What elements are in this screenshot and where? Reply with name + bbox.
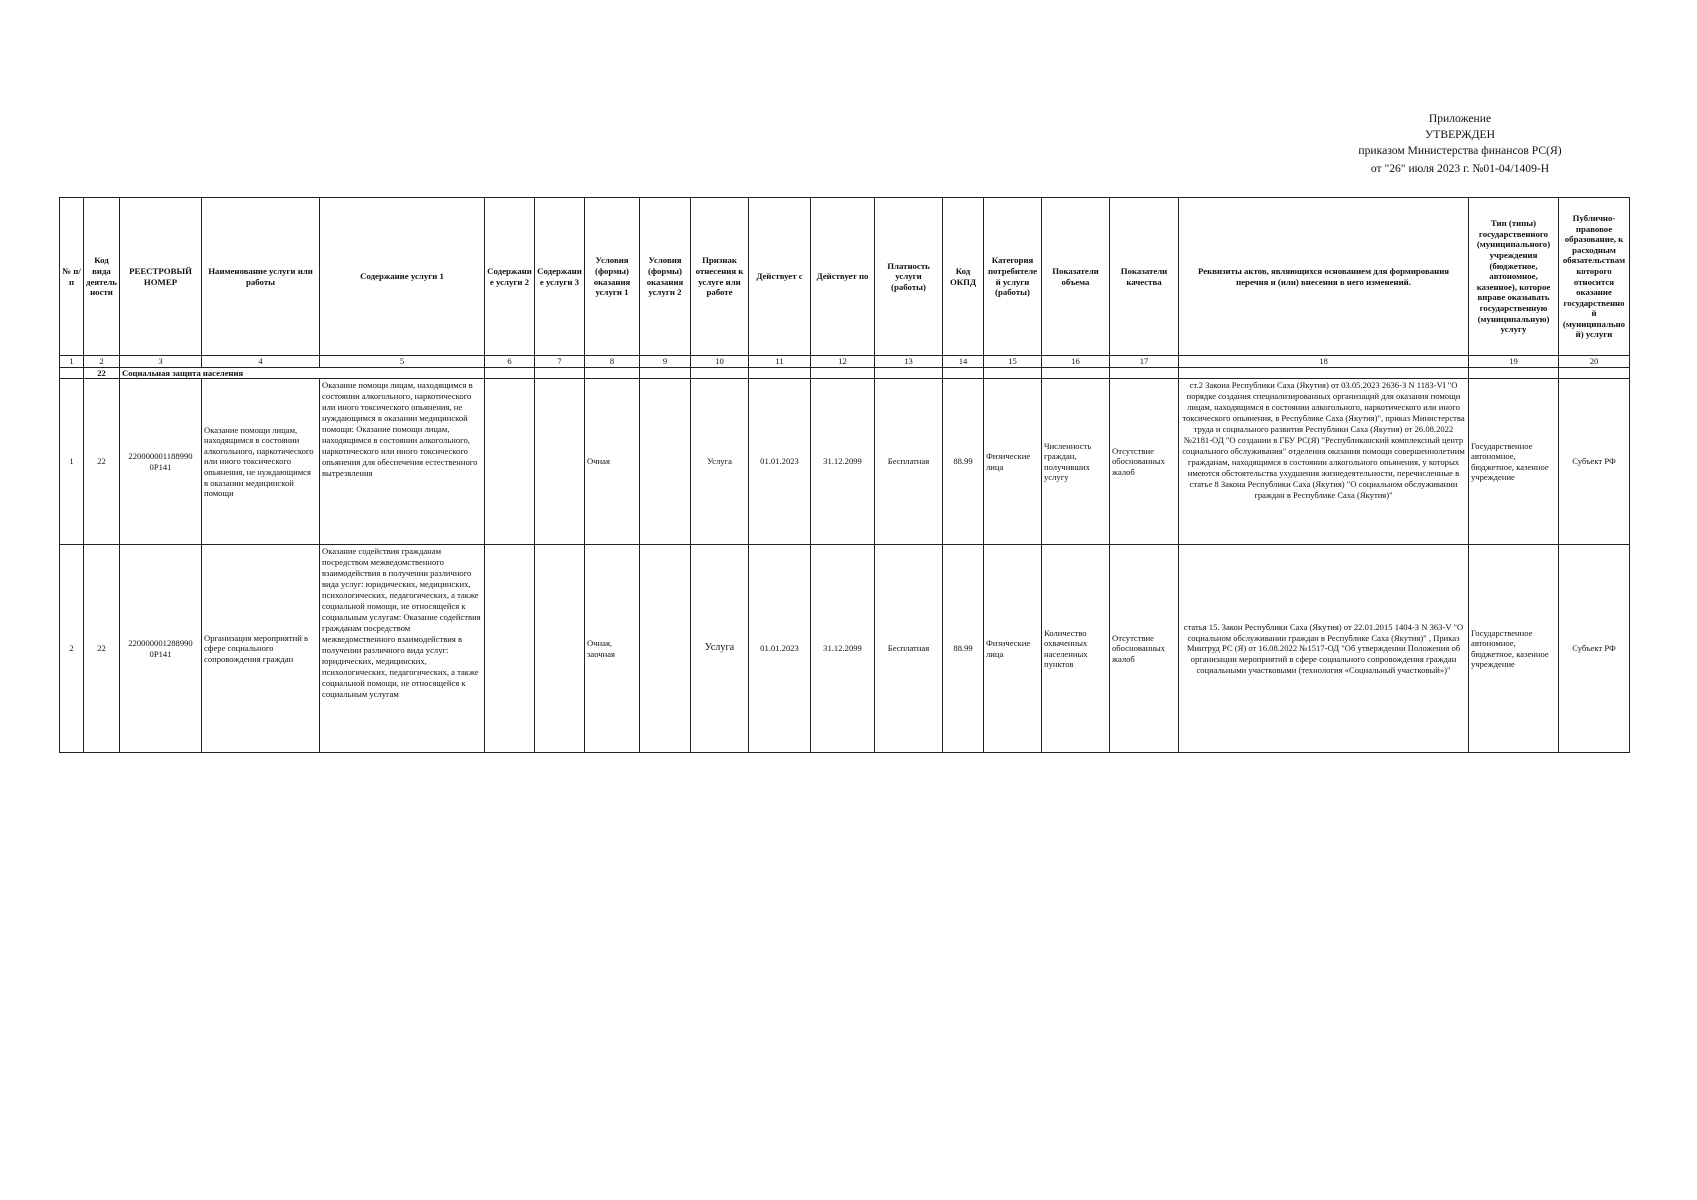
institution-type: Государственное автономное, бюджетное, казенное учреждение <box>1469 379 1559 545</box>
service-content-1: Оказание содействия гражданам посредством межведомственного взаимодействия в получении различного вида услуг: юридических, медицинских, психологических, педагогических, а также социальной помощи, не относящейся к социальным услугам: Оказание содействия гражданам посредством межведомственного взаимодействия в получении различного вида услуг: юридических, медицинских, психологических, педагогических, а также социальной помощи, не относящейся к социальным услугам <box>320 545 485 753</box>
column-number: 8 <box>585 356 640 368</box>
table-row <box>60 379 1630 545</box>
column-number: 4 <box>202 356 320 368</box>
row-number: 1 <box>60 379 84 545</box>
column-number: 11 <box>749 356 811 368</box>
column-number: 7 <box>535 356 585 368</box>
column-number: 13 <box>875 356 943 368</box>
header-cell: Показатели качества <box>1110 198 1179 356</box>
header-cell: Платность услуги (работы) <box>875 198 943 356</box>
header-cell: Содержание услуги 2 <box>485 198 535 356</box>
header-cell: Условия (формы) оказания услуги 1 <box>585 198 640 356</box>
service-content-1: Оказание помощи лицам, находящимся в состоянии алкогольного, наркотического или иного токсического опьянения, не нуждающимся в оказании медицинской помощи: Оказание помощи лицам, находящимся в состоянии алкогольного, наркотического или иного токсического опьянения для обеспечения естественного вытрезвления <box>320 379 485 545</box>
volume-indicators: Количество охваченных населенных пунктов <box>1042 545 1110 753</box>
header-cell: Наименование услуги или работы <box>202 198 320 356</box>
conditions-1: Очная <box>585 379 640 545</box>
header-cell: Тип (типы) государственного (муниципального) учреждения (бюджетное, автономное, казенное), которое вправе оказывать государственную (муниципальную) услугу <box>1469 198 1559 356</box>
quality-indicators: Отсутствие обоснованных жалоб <box>1110 545 1179 753</box>
column-number-row <box>60 356 1630 368</box>
okpd-code: 88.99 <box>943 545 984 753</box>
consumer-category: Физические лица <box>984 545 1042 753</box>
column-number: 9 <box>640 356 691 368</box>
approval-line-order: приказом Министерства финансов РС(Я) <box>1358 144 1562 157</box>
column-number: 3 <box>120 356 202 368</box>
consumer-category: Физические лица <box>984 379 1042 545</box>
legal-acts: статья 15. Закон Республики Саха (Якутия) от 22.01.2015 1404-З N 363-V "О социальном обслуживании граждан в Республике Саха (Якутия)" , Приказ Минтруд РС (Я) от 16.08.2022 №1517-ОД "Об утверждении Положения об организации мероприятий в сфере социального сопровождения граждан социальными участковыми (технология «Социальный участковый»)" <box>1179 545 1469 753</box>
public-entity: Субъект РФ <box>1559 379 1630 545</box>
header-cell: РЕЕСТРОВЫЙ НОМЕР <box>120 198 202 356</box>
conditions-1: Очная, заочная <box>585 545 640 753</box>
service-content-3 <box>535 545 585 753</box>
header-cell: № п/п <box>60 198 84 356</box>
service-content-2 <box>485 545 535 753</box>
service-content-3 <box>535 379 585 545</box>
quality-indicators: Отсутствие обоснованных жалоб <box>1110 379 1179 545</box>
table-row <box>60 545 1630 753</box>
approval-line-appendix: Приложение <box>1428 112 1492 125</box>
valid-to: 31.12.2099 <box>811 545 875 753</box>
column-number: 18 <box>1179 356 1469 368</box>
section-code: 22 <box>84 367 120 379</box>
activity-code: 22 <box>84 379 120 545</box>
header-cell: Условия (формы) оказания услуги 2 <box>640 198 691 356</box>
payment-type: Бесплатная <box>875 379 943 545</box>
registry-number: 220000001288990 0P141 <box>120 545 202 753</box>
approval-stamp <box>1250 111 1670 177</box>
approval-line-approved: УТВЕРЖДЕН <box>1425 128 1495 141</box>
header-cell: Действует по <box>811 198 875 356</box>
column-number: 2 <box>84 356 120 368</box>
table-header-row <box>60 198 1630 356</box>
header-cell: Содержание услуги 3 <box>535 198 585 356</box>
conditions-2 <box>640 379 691 545</box>
header-cell: Реквизиты актов, являющихся основанием для формирования перечня и (или) внесения в него изменений. <box>1179 198 1469 356</box>
conditions-2 <box>640 545 691 753</box>
service-name: Организация мероприятий в сфере социального сопровождения граждан <box>202 545 320 753</box>
legal-acts: ст.2 Закона Республики Саха (Якутия) от 03.05.2023 2636-З N 1183-VI "О порядке создания специализированных организаций для оказания помощи лицам, находящимся в состоянии алкогольного, наркотического или иного токсического опьянения, в Республике Саха (Якутия)", приказ Министерства труда и социального развития Республики Саха (Якутия) от 26.08.2022 №2181-ОД "О создании в ГБУ РС(Я) "Республиканский комплексный центр социального обслуживания" отделения оказания помощи совершеннолетним гражданам, находящимся в состоянии алкогольного опьянения, у которых имеются обстоятельства ухудшения жизнедеятельности, перечисленные в статье 8 Закона Республики Саха (Якутия) "О социальном обслуживании граждан в Республике Саха (Якутия)" <box>1179 379 1469 545</box>
section-row <box>60 367 1630 379</box>
column-number: 14 <box>943 356 984 368</box>
column-number: 1 <box>60 356 84 368</box>
header-cell: Код вида деятельности <box>84 198 120 356</box>
service-content-2 <box>485 379 535 545</box>
column-number: 17 <box>1110 356 1179 368</box>
column-number: 15 <box>984 356 1042 368</box>
payment-type: Бесплатная <box>875 545 943 753</box>
institution-type: Государственное автономное, бюджетное, казенное учреждение <box>1469 545 1559 753</box>
header-cell: Действует с <box>749 198 811 356</box>
registry-number: 220000001188990 0P141 <box>120 379 202 545</box>
valid-from: 01.01.2023 <box>749 545 811 753</box>
row-number: 2 <box>60 545 84 753</box>
valid-to: 31.12.2099 <box>811 379 875 545</box>
header-cell: Публично-правовое образование, к расходным обязательствам которого относится оказание государственной (муниципальной) услуги <box>1559 198 1630 356</box>
header-cell: Категория потребителей услуги (работы) <box>984 198 1042 356</box>
column-number: 6 <box>485 356 535 368</box>
column-number: 5 <box>320 356 485 368</box>
header-cell: Показатели объема <box>1042 198 1110 356</box>
valid-from: 01.01.2023 <box>749 379 811 545</box>
activity-code: 22 <box>84 545 120 753</box>
column-number: 10 <box>691 356 749 368</box>
column-number: 20 <box>1559 356 1630 368</box>
column-number: 12 <box>811 356 875 368</box>
service-attribute: Услуга <box>691 545 749 753</box>
okpd-code: 88.99 <box>943 379 984 545</box>
volume-indicators: Численность граждан, получивших услугу <box>1042 379 1110 545</box>
section-title: Социальная защита населения <box>120 367 485 379</box>
header-cell: Код ОКПД <box>943 198 984 356</box>
services-registry-table <box>59 197 1630 753</box>
header-cell: Признак отнесения к услуге или работе <box>691 198 749 356</box>
service-name: Оказание помощи лицам, находящимся в состоянии алкогольного, наркотического или иного токсического опьянения, не нуждающимся в оказании медицинской помощи <box>202 379 320 545</box>
column-number: 19 <box>1469 356 1559 368</box>
public-entity: Субъект РФ <box>1559 545 1630 753</box>
header-cell: Содержание услуги 1 <box>320 198 485 356</box>
approval-line-date: от "26" июля 2023 г. №01-04/1409-Н <box>1370 162 1550 175</box>
column-number: 16 <box>1042 356 1110 368</box>
service-attribute: Услуга <box>691 379 749 545</box>
